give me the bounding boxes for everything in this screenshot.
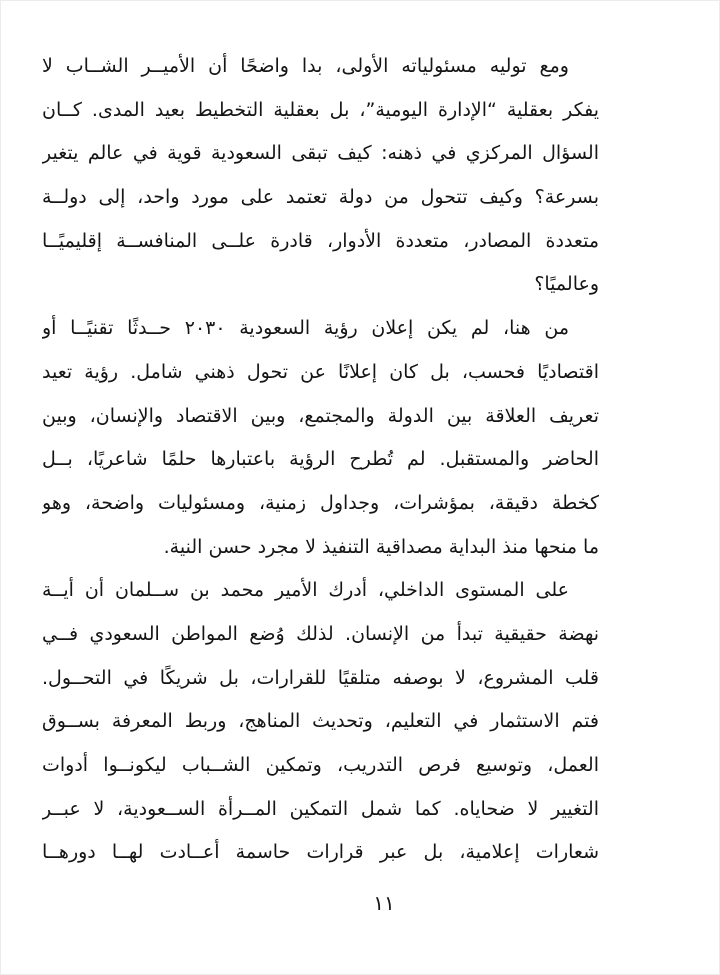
text-line: على المستوى الداخلي، أدرك الأمير محمد بن ســلمان أن أيــة xyxy=(42,579,569,602)
text-line: نهضة حقيقية تبدأ من الإنسان. لذلك وُضع المواطن السعودي فــي xyxy=(42,622,599,645)
page-number: ١١ xyxy=(373,891,395,915)
text-line: قلب المشروع، لا بوصفه متلقيًا للقرارات، بل شريكًا في التحــول. xyxy=(42,666,599,689)
text-line: الحاضر والمستقبل. لم تُطرح الرؤية باعتبارها حلمًا شاعريًا، بــل xyxy=(42,448,599,471)
text-line: من هنا، لم يكن إعلان رؤية السعودية ٢٠٣٠ حــدثًا تقنيًــا أو xyxy=(42,317,570,340)
paragraph xyxy=(42,569,599,875)
text-line: العمل، وتوسيع فرص التدريب، وتمكين الشــباب ليكونــوا أدوات xyxy=(42,754,599,776)
paragraph xyxy=(42,45,599,307)
text-line: السؤال المركزي في ذهنه: كيف تبقى السعودية قوية في عالم يتغير xyxy=(42,142,599,165)
text-line: شعارات إعلامية، بل عبر قرارات حاسمة أعــادت لهــا دورهــا xyxy=(42,841,599,864)
text-line: متعددة المصادر، متعددة الأدوار، قادرة علــى المنافســة إقليميًــا xyxy=(42,229,599,252)
text-line: كخطة دقيقة، بمؤشرات، وجداول زمنية، ومسئوليات واضحة، وهو xyxy=(42,491,599,514)
text-line: وعالميًا؟ xyxy=(534,273,599,296)
text-line: فتم الاستثمار في التعليم، وتحديث المناهج، وربط المعرفة بســوق xyxy=(42,710,599,733)
paragraph xyxy=(42,307,599,569)
text-line: يفكر بعقلية “الإدارة اليومية”، بل بعقلية التخطيط بعيد المدى. كــان xyxy=(42,98,599,121)
text-line: بسرعة؟ وكيف تتحول من دولة تعتمد على مورد واحد، إلى دولــة xyxy=(42,186,599,209)
text-line: اقتصاديًا فحسب، بل كان إعلانًا عن تحول ذهني شامل. رؤية تعيد xyxy=(42,360,599,383)
body-text xyxy=(42,45,599,875)
text-line: التغيير لا ضحاياه. كما شمل التمكين المــرأة الســعودية، لا عبــر xyxy=(42,797,599,820)
text-line: ومع توليه مسئولياته الأولى، بدا واضحًا أن الأميــر الشــاب لا xyxy=(42,55,569,77)
text-line: ما منحها منذ البداية مصداقية التنفيذ لا مجرد حسن النية. xyxy=(163,535,599,558)
text-line: تعريف العلاقة بين الدولة والمجتمع، وبين الاقتصاد والإنسان، وبين xyxy=(42,404,599,427)
